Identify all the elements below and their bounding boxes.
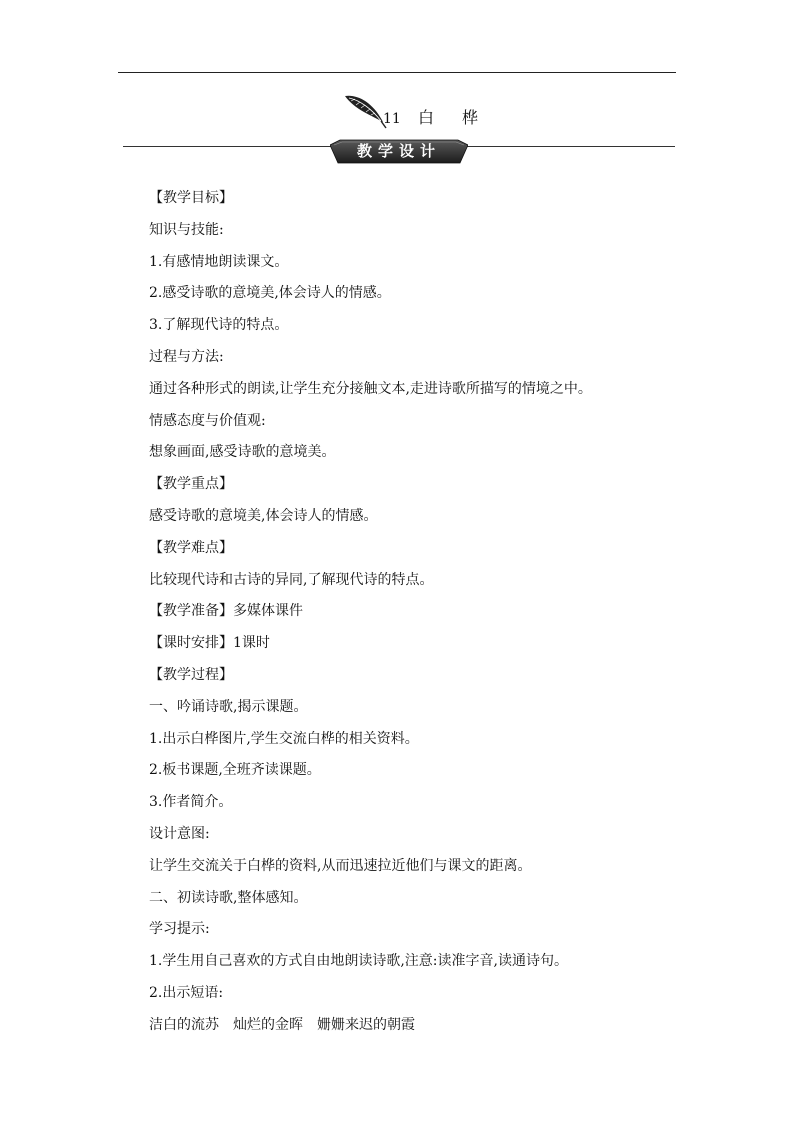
text-line: 【教学目标】 [149, 190, 233, 206]
text-line: 一、吟诵诗歌,揭示课题。 [149, 698, 308, 715]
text-line: 比较现代诗和古诗的异同,了解现代诗的特点。 [149, 571, 434, 588]
text-line: 情感态度与价值观: [149, 412, 266, 429]
text-line: 【教学准备】多媒体课件 [149, 603, 303, 620]
feather-quill-icon [343, 92, 387, 130]
lesson-plan-body [149, 183, 709, 1042]
lesson-number: 11 [383, 111, 401, 127]
text-line: 【教学重点】 [149, 476, 233, 493]
text-line: 洁白的流苏 灿烂的金晖 姗姗来迟的朝霞 [149, 1016, 415, 1033]
text-line: 知识与技能: [149, 221, 224, 238]
text-line: 二、初读诗歌,整体感知。 [149, 889, 308, 906]
text-line: 1.学生用自己喜欢的方式自由地朗读诗歌,注意:读准字音,读通诗句。 [149, 953, 568, 970]
text-line: 1.有感情地朗读课文。 [149, 253, 289, 270]
text-line: 2.出示短语: [149, 984, 224, 1001]
text-line: 3.了解现代诗的特点。 [149, 317, 289, 334]
lesson-title: 白桦 [418, 108, 507, 127]
text-line: 过程与方法: [149, 348, 224, 365]
text-line: 【课时安排】1课时 [149, 635, 270, 652]
text-line: 通过各种形式的朗读,让学生充分接触文本,走进诗歌所描写的情境之中。 [149, 380, 592, 397]
text-line: 2.感受诗歌的意境美,体会诗人的情感。 [149, 285, 391, 302]
text-line: 让学生交流关于白桦的资料,从而迅速拉近他们与课文的距离。 [149, 857, 532, 874]
text-line: 想象画面,感受诗歌的意境美。 [149, 444, 336, 461]
header-rule [118, 72, 676, 73]
text-line: 2.板书课题,全班齐读课题。 [149, 762, 321, 779]
text-line: 设计意图: [149, 825, 210, 842]
text-line: 感受诗歌的意境美,体会诗人的情感。 [149, 507, 378, 524]
text-line: 3.作者简介。 [149, 794, 233, 811]
text-line: 【教学过程】 [149, 666, 233, 683]
section-banner-label: 教学设计 [356, 142, 441, 160]
text-line: 【教学难点】 [149, 539, 233, 556]
text-line: 学习提示: [149, 921, 210, 938]
text-line: 1.出示白桦图片,学生交流白桦的相关资料。 [149, 730, 419, 747]
